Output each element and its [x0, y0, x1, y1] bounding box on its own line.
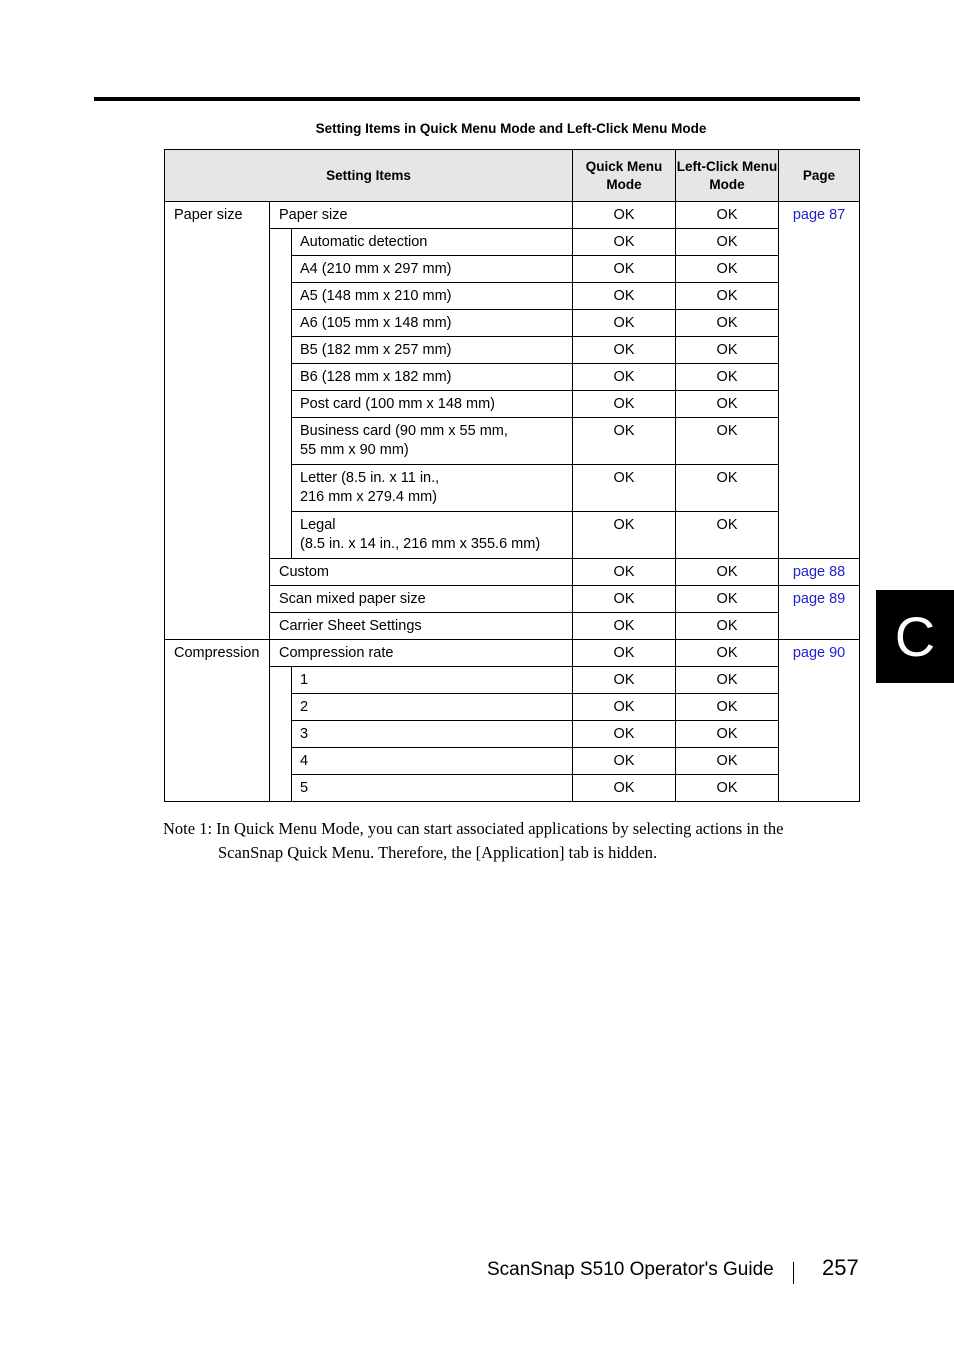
quick-menu-cell: OK: [573, 283, 676, 310]
quick-menu-cell: OK: [573, 202, 676, 229]
note-line-2: [163, 841, 853, 865]
quick-menu-cell: OK: [573, 559, 676, 586]
sub-item-cell: A4 (210 mm x 297 mm): [292, 256, 573, 283]
appendix-tab: C: [876, 590, 954, 683]
left-click-cell: OK: [676, 748, 779, 775]
sub-item-cell: [292, 418, 573, 465]
page-link[interactable]: page 87: [779, 202, 860, 559]
header-page: Page: [779, 150, 860, 202]
footer-page-number: 257: [822, 1255, 859, 1280]
header-quick-menu-mode: Quick Menu Mode: [573, 150, 676, 202]
sub-item-cell: B6 (128 mm x 182 mm): [292, 364, 573, 391]
header-left-click-menu-mode: Left-Click Menu Mode: [676, 150, 779, 202]
sub-item-line: Legal: [300, 517, 336, 533]
quick-menu-cell: OK: [573, 667, 676, 694]
table-row: [165, 640, 860, 667]
item-cell: Compression rate: [270, 640, 573, 667]
sub-item-line: 55 mm x 90 mm): [300, 442, 409, 458]
left-click-cell: OK: [676, 256, 779, 283]
left-click-cell: OK: [676, 613, 779, 640]
indent-gutter: [270, 667, 292, 802]
item-cell: Scan mixed paper size: [270, 586, 573, 613]
table-row: [165, 559, 860, 586]
left-click-cell: OK: [676, 418, 779, 465]
item-cell: Custom: [270, 559, 573, 586]
top-rule: [94, 97, 860, 101]
footer-title: ScanSnap S510 Operator's Guide: [487, 1259, 774, 1280]
sub-item-cell: B5 (182 mm x 257 mm): [292, 337, 573, 364]
table-row: [165, 229, 860, 256]
sub-item-line: 216 mm x 279.4 mm): [300, 489, 437, 505]
quick-menu-cell: OK: [573, 418, 676, 465]
page-link[interactable]: page 88: [779, 559, 860, 586]
category-cell: Compression: [165, 640, 270, 802]
left-click-cell: OK: [676, 202, 779, 229]
sub-item-line: Letter (8.5 in. x 11 in.,: [300, 470, 440, 486]
quick-menu-cell: OK: [573, 613, 676, 640]
sub-item-cell: A5 (148 mm x 210 mm): [292, 283, 573, 310]
sub-item-cell: 3: [292, 721, 573, 748]
left-click-cell: OK: [676, 337, 779, 364]
quick-menu-cell: OK: [573, 465, 676, 512]
left-click-cell: OK: [676, 721, 779, 748]
table-row: [165, 586, 860, 613]
sub-item-cell: 4: [292, 748, 573, 775]
left-click-cell: OK: [676, 586, 779, 613]
quick-menu-cell: OK: [573, 310, 676, 337]
quick-menu-cell: OK: [573, 586, 676, 613]
quick-menu-cell: OK: [573, 721, 676, 748]
quick-menu-cell: OK: [573, 748, 676, 775]
settings-table: [164, 149, 860, 802]
left-click-cell: OK: [676, 559, 779, 586]
note: [163, 817, 853, 865]
table-caption: Setting Items in Quick Menu Mode and Left-Click Menu Mode: [315, 121, 707, 136]
table-row: [165, 202, 860, 229]
quick-menu-cell: OK: [573, 364, 676, 391]
sub-item-cell: A6 (105 mm x 148 mm): [292, 310, 573, 337]
table-row: [165, 613, 860, 640]
quick-menu-cell: OK: [573, 256, 676, 283]
sub-item-cell: [292, 512, 573, 559]
left-click-cell: OK: [676, 310, 779, 337]
item-cell: Paper size: [270, 202, 573, 229]
sub-item-line: (8.5 in. x 14 in., 216 mm x 355.6 mm): [300, 536, 541, 552]
left-click-cell: OK: [676, 512, 779, 559]
left-click-cell: OK: [676, 283, 779, 310]
sub-item-line: Business card (90 mm x 55 mm,: [300, 423, 508, 439]
note-text-line-2: ScanSnap Quick Menu. Therefore, the [Application] tab is hidden.: [218, 843, 658, 862]
quick-menu-cell: OK: [573, 512, 676, 559]
sub-item-cell: 1: [292, 667, 573, 694]
quick-menu-cell: OK: [573, 640, 676, 667]
left-click-cell: OK: [676, 465, 779, 512]
left-click-cell: OK: [676, 391, 779, 418]
table-header-row: [165, 150, 860, 202]
quick-menu-cell: OK: [573, 775, 676, 802]
left-click-cell: OK: [676, 694, 779, 721]
left-click-cell: OK: [676, 667, 779, 694]
note-label: Note 1:: [163, 819, 213, 838]
quick-menu-cell: OK: [573, 391, 676, 418]
sub-item-cell: Post card (100 mm x 148 mm): [292, 391, 573, 418]
quick-menu-cell: OK: [573, 337, 676, 364]
note-line-1: [163, 817, 853, 841]
quick-menu-cell: OK: [573, 694, 676, 721]
left-click-cell: OK: [676, 364, 779, 391]
page-link[interactable]: page 89: [779, 586, 860, 640]
page-link[interactable]: page 90: [779, 640, 860, 802]
left-click-cell: OK: [676, 640, 779, 667]
footer-separator: [793, 1262, 794, 1284]
quick-menu-cell: OK: [573, 229, 676, 256]
sub-item-cell: Automatic detection: [292, 229, 573, 256]
note-text-line-1: In Quick Menu Mode, you can start associated applications by selecting actions in the: [216, 819, 784, 838]
left-click-cell: OK: [676, 229, 779, 256]
sub-item-cell: 2: [292, 694, 573, 721]
header-setting-items: Setting Items: [165, 150, 573, 202]
item-cell: Carrier Sheet Settings: [270, 613, 573, 640]
left-click-cell: OK: [676, 775, 779, 802]
category-cell: Paper size: [165, 202, 270, 640]
sub-item-cell: 5: [292, 775, 573, 802]
indent-gutter: [270, 229, 292, 559]
sub-item-cell: [292, 465, 573, 512]
table-row: [165, 667, 860, 694]
